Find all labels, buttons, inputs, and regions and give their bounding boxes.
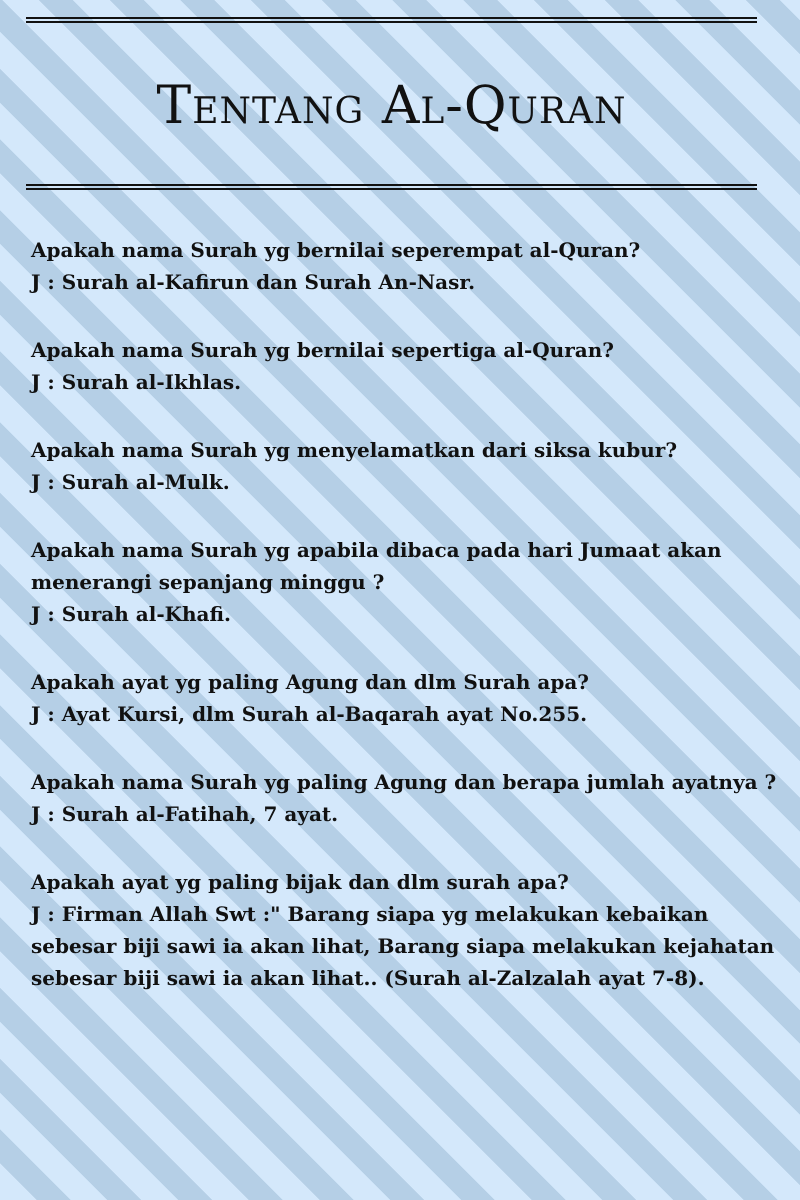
qa-item — [31, 866, 781, 994]
qa-item — [31, 234, 781, 298]
answer-text: J : Surah al-Mulk. — [31, 470, 230, 494]
qa-item — [31, 766, 781, 830]
answer-text: J : Surah al-Fatihah, 7 ayat. — [31, 802, 339, 826]
qa-item — [31, 434, 781, 498]
question-text: Apakah nama Surah yg paling Agung dan berapa jumlah ayatnya ? — [31, 770, 777, 794]
qa-list — [31, 234, 781, 1030]
answer-text: J : Surah al-Kafirun dan Surah An-Nasr. — [31, 270, 476, 294]
question-text: Apakah nama Surah yg apabila dibaca pada hari Jumaat akan menerangi sepanjang minggu ? — [31, 538, 722, 594]
answer-text: J : Surah al-Khafi. — [31, 602, 231, 626]
question-text: Apakah nama Surah yg bernilai sepertiga al-Quran? — [31, 338, 614, 362]
answer-text: J : Surah al-Ikhlas. — [31, 370, 242, 394]
qa-item — [31, 334, 781, 398]
question-text: Apakah nama Surah yg menyelamatkan dari siksa kubur? — [31, 438, 678, 462]
answer-text: J : Ayat Kursi, dlm Surah al-Baqarah ayat No.255. — [31, 702, 588, 726]
qa-item — [31, 666, 781, 730]
question-text: Apakah ayat yg paling bijak dan dlm surah apa? — [31, 870, 569, 894]
answer-text: J : Firman Allah Swt :" Barang siapa yg melakukan kebaikan sebesar biji sawi ia akan lihat, Barang siapa melakukan kejahatan sebesar biji sawi ia akan lihat.. (Surah al-Zalzalah ayat 7-8). — [31, 902, 775, 990]
question-text: Apakah ayat yg paling Agung dan dlm Surah apa? — [31, 670, 590, 694]
top-divider — [26, 17, 757, 23]
question-text: Apakah nama Surah yg bernilai seperempat al-Quran? — [31, 238, 641, 262]
bottom-divider — [26, 184, 757, 190]
page-title: Tentang Al-Quran — [156, 76, 627, 136]
qa-item — [31, 534, 781, 630]
